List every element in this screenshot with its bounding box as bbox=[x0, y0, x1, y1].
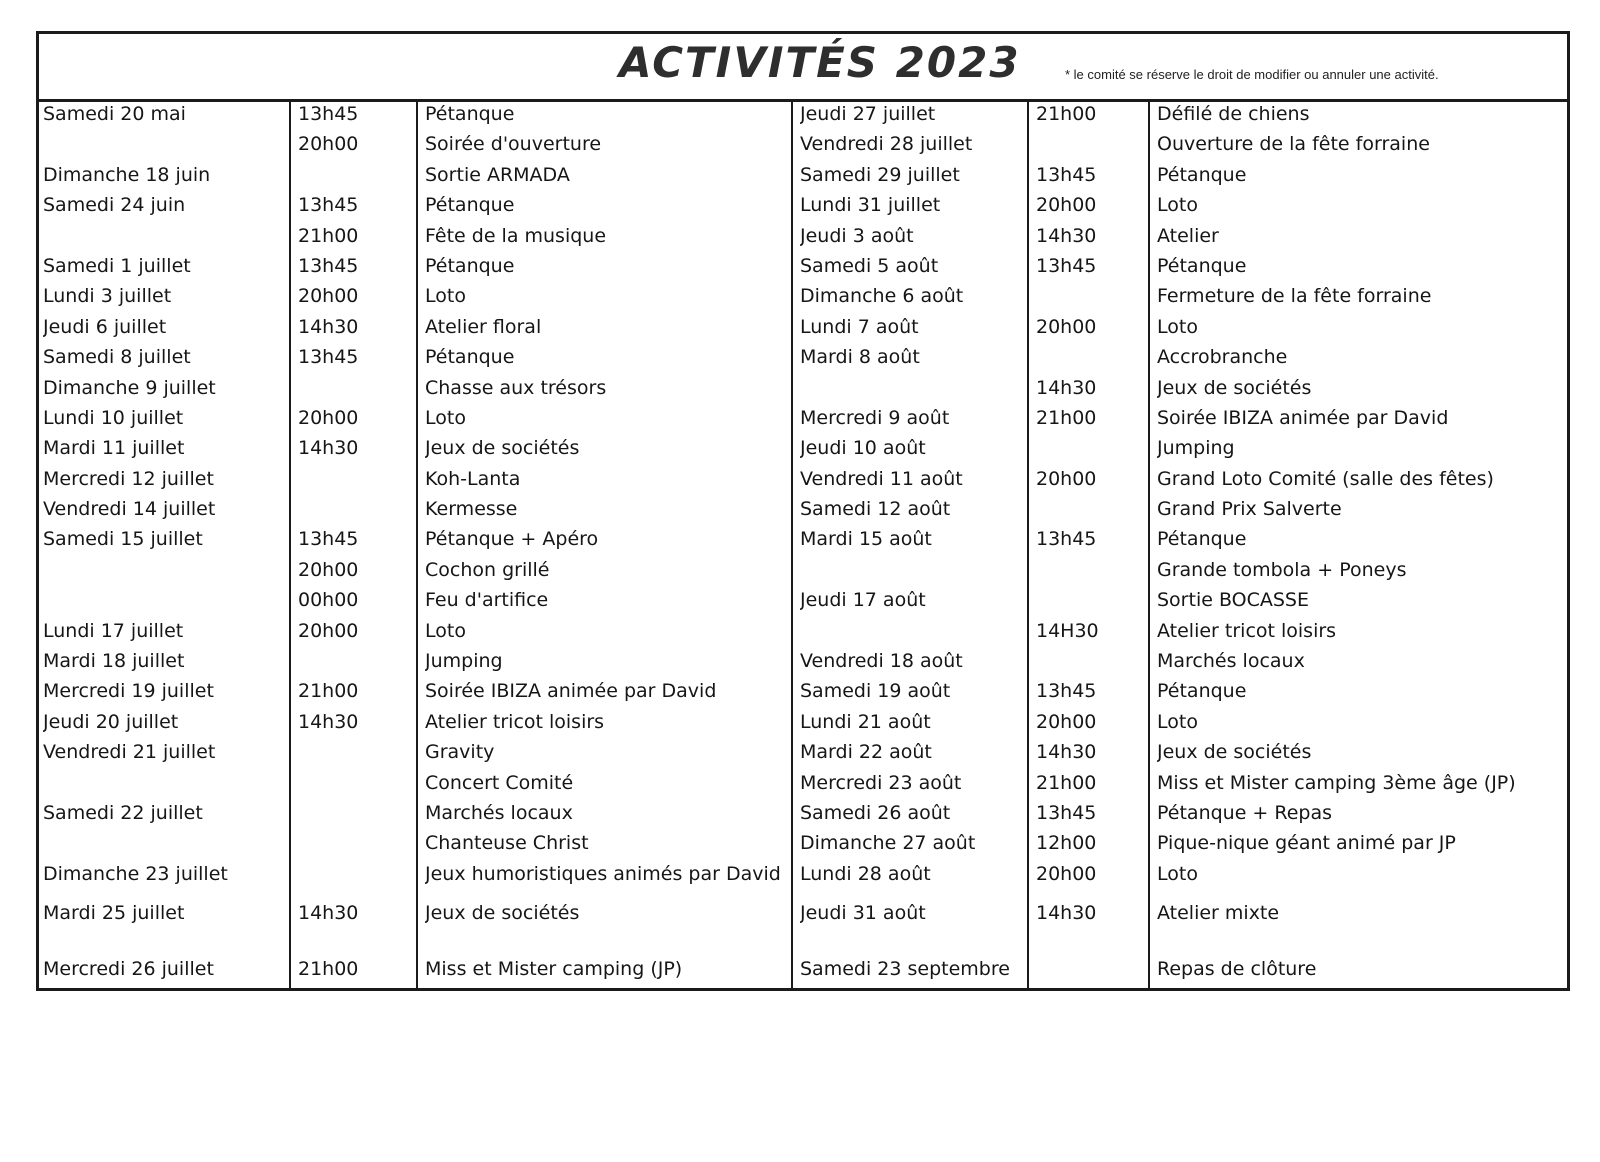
table-row bbox=[39, 342, 1567, 372]
date-cell: Lundi 3 juillet bbox=[43, 285, 172, 308]
activity-cell: Pétanque bbox=[425, 103, 515, 125]
time-cell: 20h00 bbox=[1036, 194, 1097, 217]
time-cell: 14h30 bbox=[298, 710, 359, 733]
table-row bbox=[39, 251, 1567, 281]
date-cell: Samedi 24 juin bbox=[43, 194, 186, 217]
date-cell: Vendredi 28 juillet bbox=[800, 133, 973, 156]
date-cell: Jeudi 6 juillet bbox=[43, 315, 167, 338]
table-row bbox=[39, 707, 1567, 737]
activity-cell: Marchés locaux bbox=[1157, 650, 1305, 673]
activity-cell: Ouverture de la fête forraine bbox=[1157, 133, 1430, 156]
activity-cell: Feu d'artifice bbox=[425, 589, 549, 612]
table-row bbox=[39, 312, 1567, 342]
activity-cell: Jeux de sociétés bbox=[425, 437, 580, 460]
time-cell: 21h00 bbox=[1036, 103, 1097, 125]
date-cell: Samedi 8 juillet bbox=[43, 346, 191, 369]
time-cell: 21h00 bbox=[298, 224, 359, 247]
time-cell: 14h30 bbox=[298, 902, 359, 925]
time-cell: 21h00 bbox=[1036, 771, 1097, 794]
activity-cell: Pétanque bbox=[425, 346, 515, 369]
date-cell: Dimanche 18 juin bbox=[43, 163, 211, 186]
activity-cell: Soirée IBIZA animée par David bbox=[1157, 406, 1449, 429]
date-cell: Mercredi 26 juillet bbox=[43, 958, 214, 981]
time-cell: 21h00 bbox=[298, 680, 359, 703]
activity-cell: Sortie ARMADA bbox=[425, 163, 570, 186]
date-cell: Samedi 15 juillet bbox=[43, 528, 203, 551]
table-row bbox=[39, 859, 1567, 889]
table-row bbox=[39, 676, 1567, 706]
activity-cell: Jeux humoristiques animés par David bbox=[425, 862, 781, 885]
date-cell: Mardi 25 juillet bbox=[43, 902, 185, 925]
activity-cell: Atelier mixte bbox=[1157, 902, 1280, 925]
time-cell: 13h45 bbox=[298, 346, 359, 369]
date-cell: Mercredi 19 juillet bbox=[43, 680, 214, 703]
date-cell: Vendredi 21 juillet bbox=[43, 741, 216, 764]
activity-cell: Miss et Mister camping (JP) bbox=[425, 958, 683, 981]
activity-cell: Atelier tricot loisirs bbox=[1157, 619, 1337, 642]
activity-cell: Chanteuse Christ bbox=[425, 832, 589, 855]
table-row bbox=[39, 737, 1567, 767]
time-cell: 20h00 bbox=[1036, 315, 1097, 338]
time-cell: 21h00 bbox=[1036, 406, 1097, 429]
table-row bbox=[39, 768, 1567, 798]
activity-cell: Loto bbox=[425, 619, 466, 642]
date-cell: Lundi 17 juillet bbox=[43, 619, 184, 642]
table-row bbox=[39, 935, 1567, 987]
activity-cell: Loto bbox=[1157, 194, 1198, 217]
time-cell: 21h00 bbox=[298, 958, 359, 981]
date-cell: Lundi 28 août bbox=[800, 862, 931, 885]
table-row bbox=[39, 616, 1567, 646]
activity-cell: Chasse aux trésors bbox=[425, 376, 607, 399]
table-row bbox=[39, 373, 1567, 403]
activity-cell: Loto bbox=[425, 285, 466, 308]
activity-cell: Cochon grillé bbox=[425, 558, 550, 581]
time-cell: 14h30 bbox=[1036, 902, 1097, 925]
time-cell: 14H30 bbox=[1036, 619, 1099, 642]
activity-cell: Pétanque + Apéro bbox=[425, 528, 599, 551]
date-cell: Samedi 12 août bbox=[800, 498, 951, 521]
time-cell: 13h45 bbox=[1036, 680, 1097, 703]
date-cell: Samedi 20 mai bbox=[43, 103, 186, 125]
time-cell: 13h45 bbox=[1036, 528, 1097, 551]
date-cell: Dimanche 6 août bbox=[800, 285, 964, 308]
time-cell: 20h00 bbox=[298, 133, 359, 156]
activity-cell: Loto bbox=[1157, 710, 1198, 733]
time-cell: 12h00 bbox=[1036, 832, 1097, 855]
date-cell: Mardi 18 juillet bbox=[43, 650, 185, 673]
activity-cell: Gravity bbox=[425, 741, 495, 764]
date-cell: Vendredi 11 août bbox=[800, 467, 963, 490]
date-cell: Lundi 10 juillet bbox=[43, 406, 184, 429]
table-row bbox=[39, 524, 1567, 554]
activity-cell: Marchés locaux bbox=[425, 801, 573, 824]
time-cell: 14h30 bbox=[1036, 224, 1097, 247]
date-cell: Mardi 22 août bbox=[800, 741, 932, 764]
table-row bbox=[39, 403, 1567, 433]
time-cell: 13h45 bbox=[1036, 163, 1097, 186]
date-cell: Samedi 5 août bbox=[800, 254, 939, 277]
activity-cell: Grand Prix Salverte bbox=[1157, 498, 1342, 521]
sheet-header bbox=[39, 34, 1567, 102]
activity-cell: Pétanque + Repas bbox=[1157, 801, 1333, 824]
time-cell: 13h45 bbox=[1036, 254, 1097, 277]
table-row bbox=[39, 585, 1567, 615]
activity-cell: Jeux de sociétés bbox=[1157, 376, 1312, 399]
date-cell: Mardi 15 août bbox=[800, 528, 932, 551]
activity-cell: Jumping bbox=[1157, 437, 1235, 460]
activity-cell: Soirée d'ouverture bbox=[425, 133, 602, 156]
time-cell: 20h00 bbox=[298, 619, 359, 642]
date-cell: Samedi 1 juillet bbox=[43, 254, 191, 277]
activity-cell: Miss et Mister camping 3ème âge (JP) bbox=[1157, 771, 1516, 794]
table-row bbox=[39, 646, 1567, 676]
activity-cell: Accrobranche bbox=[1157, 346, 1288, 369]
activity-cell: Soirée IBIZA animée par David bbox=[425, 680, 717, 703]
date-cell: Dimanche 9 juillet bbox=[43, 376, 216, 399]
activity-cell: Pétanque bbox=[1157, 680, 1247, 703]
activity-cell: Koh-Lanta bbox=[425, 467, 521, 490]
date-cell: Lundi 31 juillet bbox=[800, 194, 941, 217]
date-cell: Mercredi 9 août bbox=[800, 406, 950, 429]
time-cell: 13h45 bbox=[298, 194, 359, 217]
table-row bbox=[39, 889, 1567, 935]
date-cell: Mardi 11 juillet bbox=[43, 437, 185, 460]
table-row bbox=[39, 433, 1567, 463]
time-cell: 13h45 bbox=[298, 254, 359, 277]
time-cell: 20h00 bbox=[298, 406, 359, 429]
date-cell: Samedi 29 juillet bbox=[800, 163, 960, 186]
activity-cell: Fête de la musique bbox=[425, 224, 607, 247]
time-cell: 14h30 bbox=[298, 437, 359, 460]
date-cell: Mercredi 12 juillet bbox=[43, 467, 214, 490]
table-row bbox=[39, 828, 1567, 858]
activity-cell: Kermesse bbox=[425, 498, 518, 521]
date-cell: Jeudi 27 juillet bbox=[800, 103, 936, 125]
time-cell: 13h45 bbox=[298, 528, 359, 551]
table-row bbox=[39, 99, 1567, 129]
date-cell: Samedi 23 septembre bbox=[800, 958, 1010, 981]
activity-cell: Loto bbox=[425, 406, 466, 429]
time-cell: 20h00 bbox=[1036, 862, 1097, 885]
time-cell: 20h00 bbox=[298, 558, 359, 581]
activities-sheet bbox=[36, 31, 1570, 991]
table-row bbox=[39, 190, 1567, 220]
activity-cell: Loto bbox=[1157, 862, 1198, 885]
time-cell: 20h00 bbox=[1036, 467, 1097, 490]
activity-cell: Atelier floral bbox=[425, 315, 542, 338]
activity-cell: Atelier bbox=[1157, 224, 1219, 247]
date-cell: Vendredi 14 juillet bbox=[43, 498, 216, 521]
date-cell: Mardi 8 août bbox=[800, 346, 920, 369]
activity-cell: Pétanque bbox=[425, 194, 515, 217]
time-cell: 14h30 bbox=[1036, 741, 1097, 764]
date-cell: Jeudi 31 août bbox=[800, 902, 926, 925]
activity-cell: Concert Comité bbox=[425, 771, 574, 794]
time-cell: 20h00 bbox=[1036, 710, 1097, 733]
date-cell: Dimanche 27 août bbox=[800, 832, 976, 855]
date-cell: Lundi 7 août bbox=[800, 315, 919, 338]
date-cell: Vendredi 18 août bbox=[800, 650, 963, 673]
table-row bbox=[39, 464, 1567, 494]
time-cell: 13h45 bbox=[1036, 801, 1097, 824]
date-cell: Samedi 22 juillet bbox=[43, 801, 203, 824]
date-cell: Samedi 26 août bbox=[800, 801, 951, 824]
activity-cell: Jumping bbox=[425, 650, 503, 673]
date-cell: Samedi 19 août bbox=[800, 680, 951, 703]
table-row bbox=[39, 281, 1567, 311]
table-row bbox=[39, 798, 1567, 828]
activity-cell: Atelier tricot loisirs bbox=[425, 710, 605, 733]
activity-cell: Pique-nique géant animé par JP bbox=[1157, 832, 1456, 855]
activity-cell: Grand Loto Comité (salle des fêtes) bbox=[1157, 467, 1494, 490]
date-cell: Jeudi 20 juillet bbox=[43, 710, 179, 733]
date-cell: Mercredi 23 août bbox=[800, 771, 962, 794]
time-cell: 00h00 bbox=[298, 589, 359, 612]
activity-cell: Pétanque bbox=[1157, 254, 1247, 277]
time-cell: 13h45 bbox=[298, 103, 359, 125]
time-cell: 14h30 bbox=[298, 315, 359, 338]
date-cell: Lundi 21 août bbox=[800, 710, 931, 733]
disclaimer-note: * le comité se réserve le droit de modifier ou annuler une activité. bbox=[1065, 67, 1439, 82]
page-title: ACTIVITÉS 2023 bbox=[619, 38, 1021, 87]
activity-cell: Loto bbox=[1157, 315, 1198, 338]
table-row bbox=[39, 221, 1567, 251]
table-row bbox=[39, 555, 1567, 585]
table-row bbox=[39, 129, 1567, 159]
activity-cell: Pétanque bbox=[425, 254, 515, 277]
activity-cell: Pétanque bbox=[1157, 528, 1247, 551]
date-cell: Jeudi 10 août bbox=[800, 437, 926, 460]
activity-cell: Pétanque bbox=[1157, 163, 1247, 186]
activity-cell: Jeux de sociétés bbox=[425, 902, 580, 925]
schedule-table bbox=[39, 99, 1567, 987]
date-cell: Jeudi 17 août bbox=[800, 589, 926, 612]
time-cell: 20h00 bbox=[298, 285, 359, 308]
table-row bbox=[39, 160, 1567, 190]
activity-cell: Défilé de chiens bbox=[1157, 103, 1310, 125]
activity-cell: Grande tombola + Poneys bbox=[1157, 558, 1407, 581]
table-row bbox=[39, 494, 1567, 524]
time-cell: 14h30 bbox=[1036, 376, 1097, 399]
activity-cell: Jeux de sociétés bbox=[1157, 741, 1312, 764]
activity-cell: Repas de clôture bbox=[1157, 958, 1317, 981]
date-cell: Dimanche 23 juillet bbox=[43, 862, 228, 885]
activity-cell: Fermeture de la fête forraine bbox=[1157, 285, 1432, 308]
date-cell: Jeudi 3 août bbox=[800, 224, 914, 247]
activity-cell: Sortie BOCASSE bbox=[1157, 589, 1309, 612]
